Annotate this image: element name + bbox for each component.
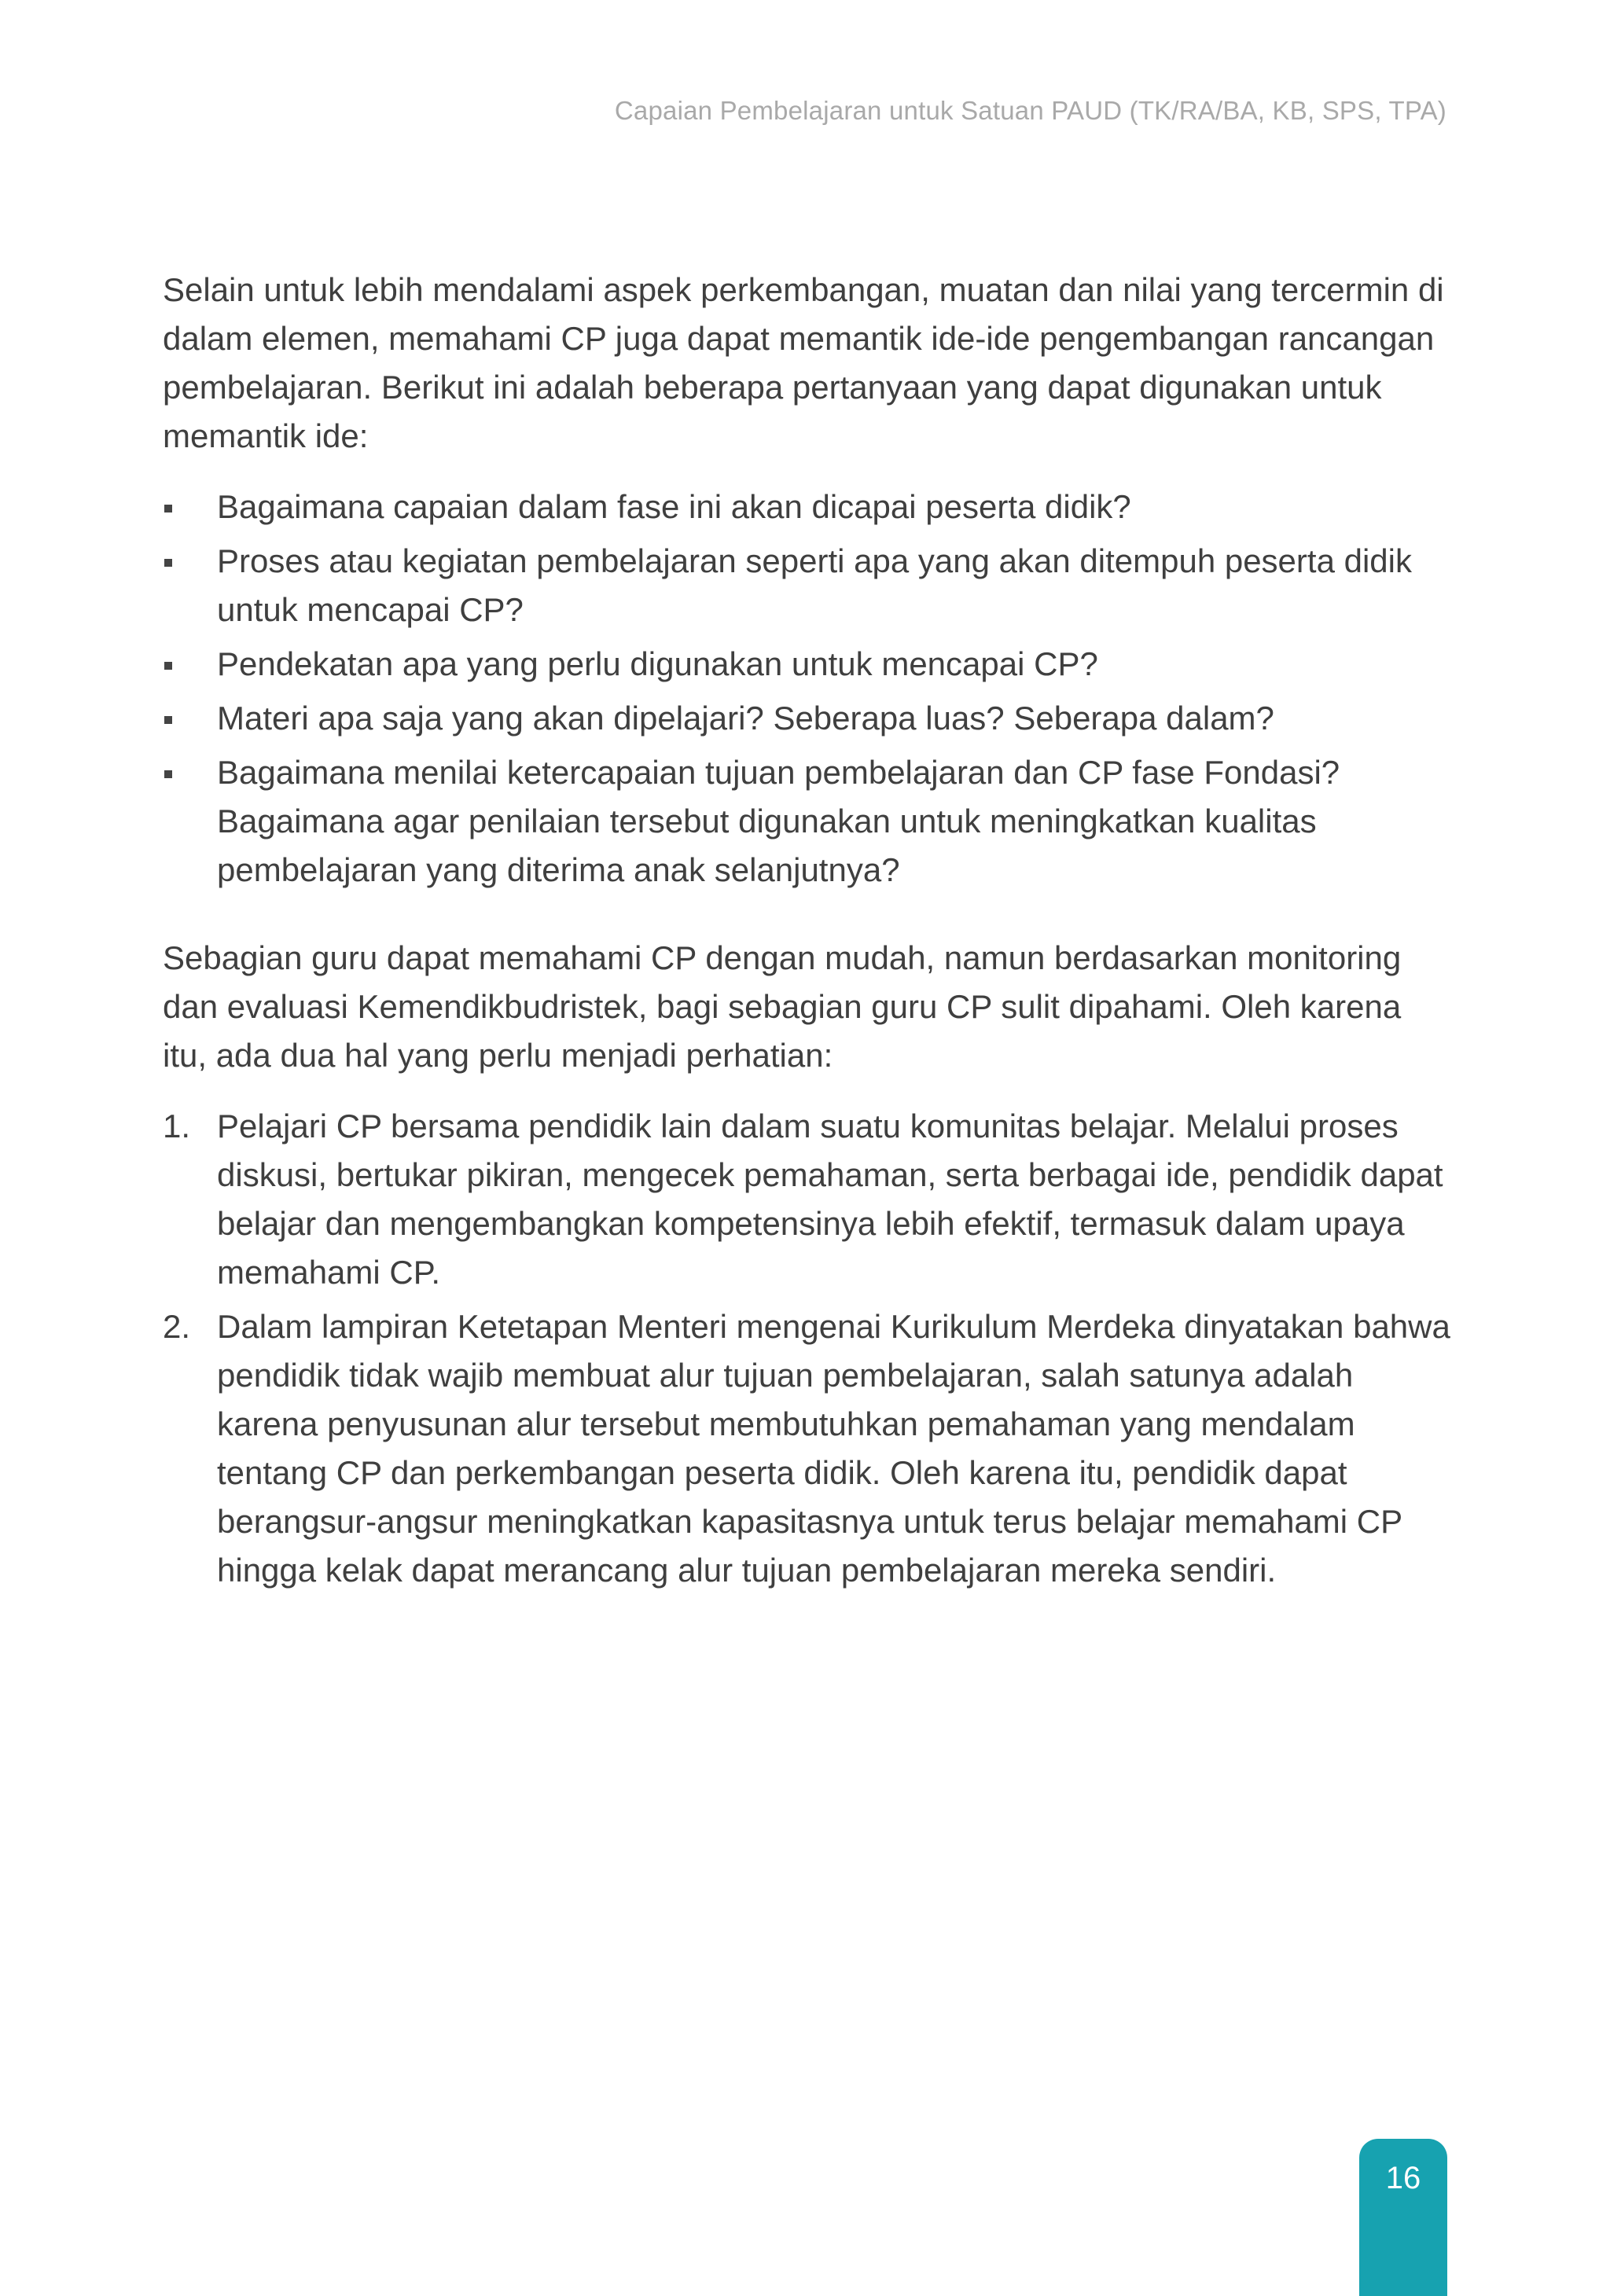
running-header: Capaian Pembelajaran untuk Satuan PAUD (TK/RA/BA, KB, SPS, TPA) (614, 96, 1446, 125)
square-bullet-icon (164, 662, 172, 670)
page-number-tab (1359, 2139, 1447, 2296)
list-item-text: Bagaimana menilai ketercapaian tujuan pembelajaran dan CP fase Fondasi? Bagaimana agar penilaian tersebut digunakan untuk meningkatkan kualitas pembelajaran yang diterima anak selanjutnya? (217, 754, 1340, 888)
list-item (163, 640, 1452, 689)
question-list (163, 483, 1452, 895)
page-number: 16 (1385, 2161, 1421, 2195)
list-item (163, 694, 1452, 743)
numbered-item (163, 1302, 1452, 1595)
list-item-text: Bagaimana capaian dalam fase ini akan dicapai peserta didik? (217, 488, 1131, 525)
page-content (163, 266, 1452, 1600)
numbered-item-text: Pelajari CP bersama pendidik lain dalam suatu komunitas belajar. Melalui proses diskusi, bertukar pikiran, mengecek pemahaman, serta berbagai ide, pendidik dapat belajar dan mengembangkan kompetensinya lebih efektif, termasuk dalam upaya memahami CP. (217, 1108, 1443, 1291)
second-paragraph: Sebagian guru dapat memahami CP dengan mudah, namun berdasarkan monitoring dan evaluasi Kemendikbudristek, bagi sebagian guru CP sulit dipahami. Oleh karena itu, ada dua hal yang perlu menjadi perhatian: (163, 939, 1402, 1074)
square-bullet-icon (164, 770, 172, 778)
list-item-text: Pendekatan apa yang perlu digunakan untuk mencapai CP? (217, 645, 1098, 682)
square-bullet-icon (164, 559, 172, 567)
list-item (163, 537, 1452, 634)
list-item-text: Proses atau kegiatan pembelajaran seperti apa yang akan ditempuh peserta didik untuk mencapai CP? (217, 542, 1412, 628)
square-bullet-icon (164, 505, 172, 512)
item-number: 1. (163, 1108, 191, 1144)
numbered-item-text: Dalam lampiran Ketetapan Menteri mengenai Kurikulum Merdeka dinyatakan bahwa pendidik tidak wajib membuat alur tujuan pembelajaran, salah satunya adalah karena penyusunan alur tersebut membutuhkan pemahaman yang mendalam tentang CP dan perkembangan peserta didik. Oleh karena itu, pendidik dapat berangsur-angsur meningkatkan kapasitasnya untuk terus belajar memahami CP hingga kelak dapat merancang alur tujuan pembelajaran mereka sendiri. (217, 1308, 1450, 1589)
list-item-text: Materi apa saja yang akan dipelajari? Seberapa luas? Seberapa dalam? (217, 700, 1274, 737)
list-item (163, 748, 1452, 895)
intro-paragraph: Selain untuk lebih mendalami aspek perkembangan, muatan dan nilai yang tercermin di dalam elemen, memahami CP juga dapat memantik ide-ide pengembangan rancangan pembelajaran. Berikut ini adalah beberapa pertanyaan yang dapat digunakan untuk memantik ide: (163, 271, 1444, 454)
list-item (163, 483, 1452, 531)
item-number: 2. (163, 1308, 191, 1345)
square-bullet-icon (164, 716, 172, 724)
numbered-item (163, 1102, 1452, 1297)
numbered-list (163, 1102, 1452, 1595)
